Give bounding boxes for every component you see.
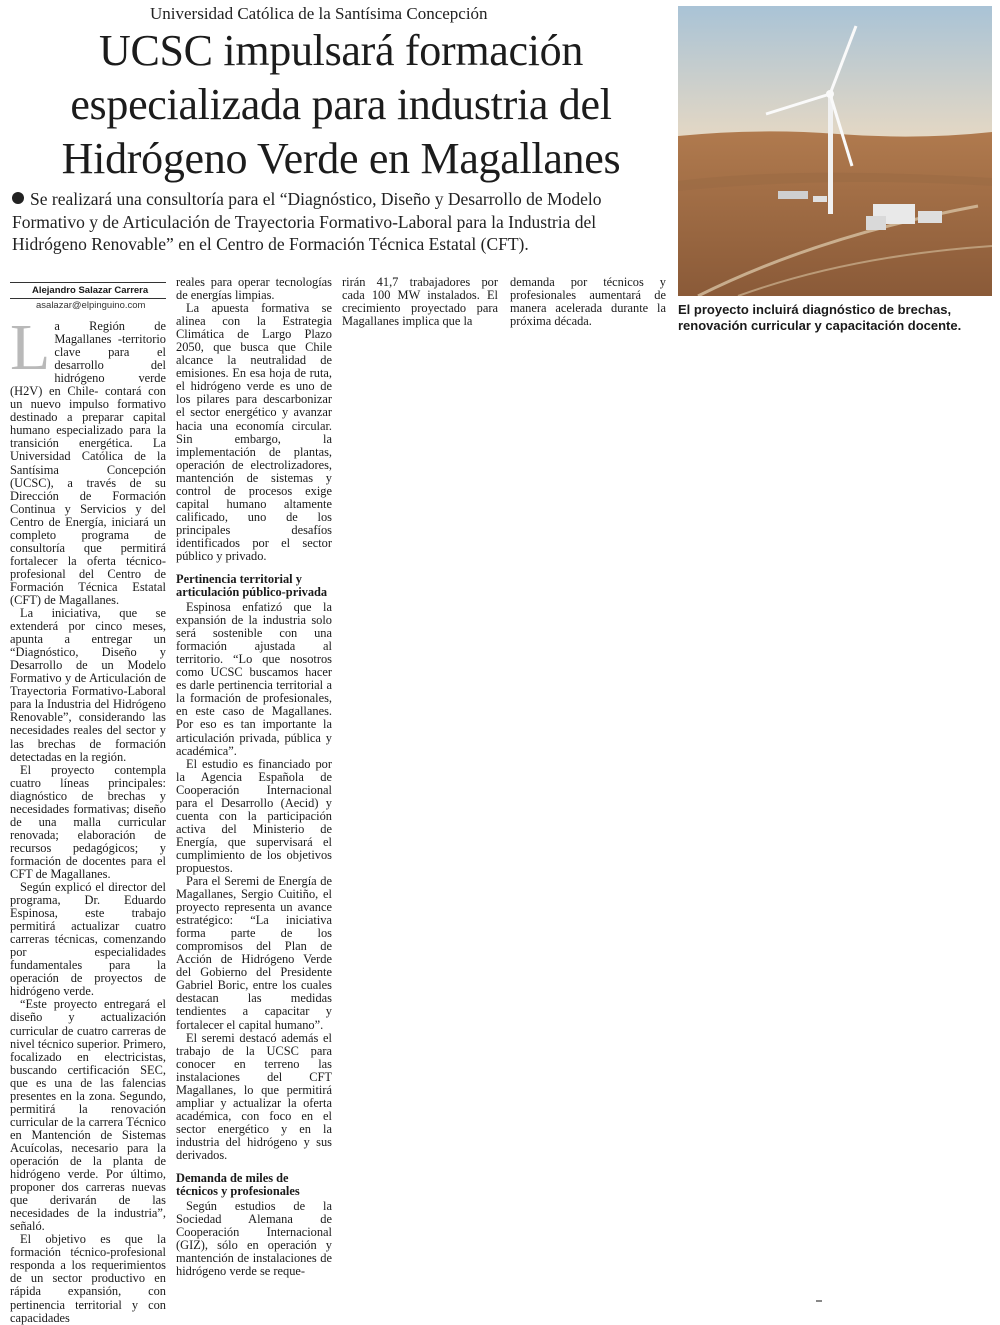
paragraph: “Este proyecto entregará el diseño y actualización curricular de cuatro carreras de nivel técnico superior. Primero, focalizado en electricistas, buscando certificación SEC, que es una de las falencias presentes en la zona. Segundo, permitirá la renovación curricular de la carrera Técnico en Mantención de Sistemas Acuícolas, necesario para la operación de la planta de hidrógeno verde. Por último, proponer dos carreras nuevas que derivarán de las necesidades de la industria”, señaló. <box>10 997 166 1234</box>
paragraph: El seremi destacó además el trabajo de la UCSC para conocer en terreno las instalaciones del CFT Magallanes, lo que permitirá ampliar y actualizar la oferta académica, con foco en el sector energético y en la industria del hidrógeno y sus derivados. <box>176 1030 332 1162</box>
wind-turbine-photo <box>678 6 992 296</box>
subheading-pertinencia: Pertinencia territorial y articulación público-privada <box>176 572 328 600</box>
paragraph: a Región de Magallanes -territorio clave para el desarrollo del hidrógeno verde (H2V) en Chile- contará con un nuevo impulso formativo destinado a preparar capital humano especializado para la transición energética. La Universidad Católica de la Santísima Concepción (UCSC), a través de su Dirección de Formación Continua y Servicios y del Centro de Energía, iniciará un completo programa de consultoría que permitirá fortalecer la oferta técnico-profesional del Centro de Formación Técnica Estatal (CFT) de Magallanes. <box>10 319 166 607</box>
article-column-3 <box>342 276 498 328</box>
author-name: Alejandro Salazar Carrera <box>10 282 166 299</box>
wind-turbine-illustration <box>678 6 992 296</box>
bullet-icon <box>12 192 24 204</box>
page-mark <box>816 1300 822 1302</box>
article-column-2 <box>176 276 332 1278</box>
paragraph: El proyecto contempla cuatro líneas principales: diagnóstico de brechas y necesidades formativas; diseño de una malla curricular renovada; elaboración de recursos pedagógicos; y formación de docentes para el CFT de Magallanes. <box>10 762 166 881</box>
paragraph: demanda por técnicos y profesionales aumentará de manera acelerada durante la próxima década. <box>510 275 666 329</box>
article-column-4 <box>510 276 666 328</box>
deck-text: Se realizará una consultoría para el “Diagnóstico, Diseño y Desarrollo de Modelo Formativo y de Articulación de Trayectoria Formativo-Laboral para la Industria del Hidrógeno Renovable” en el Centro de Formación Técnica Estatal (CFT). <box>12 189 602 254</box>
author-email: asalazar@elpinguino.com <box>36 300 146 311</box>
subheading-demanda: Demanda de miles de técnicos y profesionales <box>176 1171 300 1199</box>
article-column-1 <box>10 311 166 1325</box>
deck <box>12 188 668 256</box>
photo-caption: El proyecto incluirá diagnóstico de brechas, renovación curricular y capacitación docente. <box>678 302 962 333</box>
paragraph: reales para operar tecnologías de energías limpias. <box>176 275 332 303</box>
paragraph: La iniciativa, que se extenderá por cinco meses, apunta a entregar un “Diagnóstico, Diseño y Desarrollo de un Modelo Formativo y de Articulación de Trayectoria Formativo-Laboral para la Industria del Hidrógeno Renovable”, considerando las necesidades reales del sector y las brechas de formación detectadas en la región. <box>10 606 166 764</box>
paragraph: rirán 41,7 trabajadores por cada 100 MW instalados. El crecimiento proyectado para Magallanes implica que la <box>342 275 498 329</box>
paragraph: Según estudios de la Sociedad Alemana de Cooperación Internacional (GIZ), sólo en operación y mantención de instalaciones de hidrógeno verde se reque- <box>176 1199 332 1279</box>
paragraph: El estudio es financiado por la Agencia Española de Cooperación Internacional para el Desarrollo (Aecid) y cuenta con la participación activa del Ministerio de Energía, que supervisará el cumplimiento de los objetivos propuestos. <box>176 756 332 875</box>
byline <box>10 282 166 312</box>
paragraph: Según explicó el director del programa, Dr. Eduardo Espinosa, este trabajo permitirá actualizar cuatro carreras técnicas, comenzando por especialidades fundamentales para la operación de proyectos de hidrógeno verde. <box>10 880 166 999</box>
paragraph: Para el Seremi de Energía de Magallanes, Sergio Cuitiño, el proyecto representa un avance estratégico: “La iniciativa forma parte de los compromisos del Plan de Acción de Hidrógeno Verde del Gobierno del Presidente Gabriel Boric, entre los cuales destacan las medidas tendientes a capacitar y fortalecer el capital humano”. <box>176 874 332 1032</box>
paragraph: La apuesta formativa se alinea con la Estrategia Climática de Largo Plazo 2050, que busca que Chile alcance la neutralidad de emisiones. En esa hoja de ruta, el hidrógeno verde es uno de los pilares para descarbonizar el sector energético y avanzar hacia una economía circular. Sin embargo, la implementación de plantas, operación de electrolizadores, mantención de sistemas y control de procesos exige capital humano altamente calificado, uno de los principales desafíos identificados por el sector público y privado. <box>176 301 332 563</box>
drop-cap: L <box>10 311 51 384</box>
kicker: Universidad Católica de la Santísima Concepción <box>150 4 488 23</box>
paragraph: El objetivo es que la formación técnico-profesional responda a los requerimientos de un sector productivo en rápida expansión, con pertinencia territorial y con capacidades <box>10 1232 166 1325</box>
headline: UCSC impulsará formación especializada para industria del Hidrógeno Verde en Magallanes <box>61 26 621 183</box>
paragraph: Espinosa enfatizó que la expansión de la industria solo será sostenible con una formación ajustada al territorio. “Lo que nosotros como UCSC buscamos hacer es darle pertinencia territorial a la formación de profesionales, en este caso de Magallanes. Por eso es tan importante la articulación privada, pública y académica”. <box>176 600 332 758</box>
